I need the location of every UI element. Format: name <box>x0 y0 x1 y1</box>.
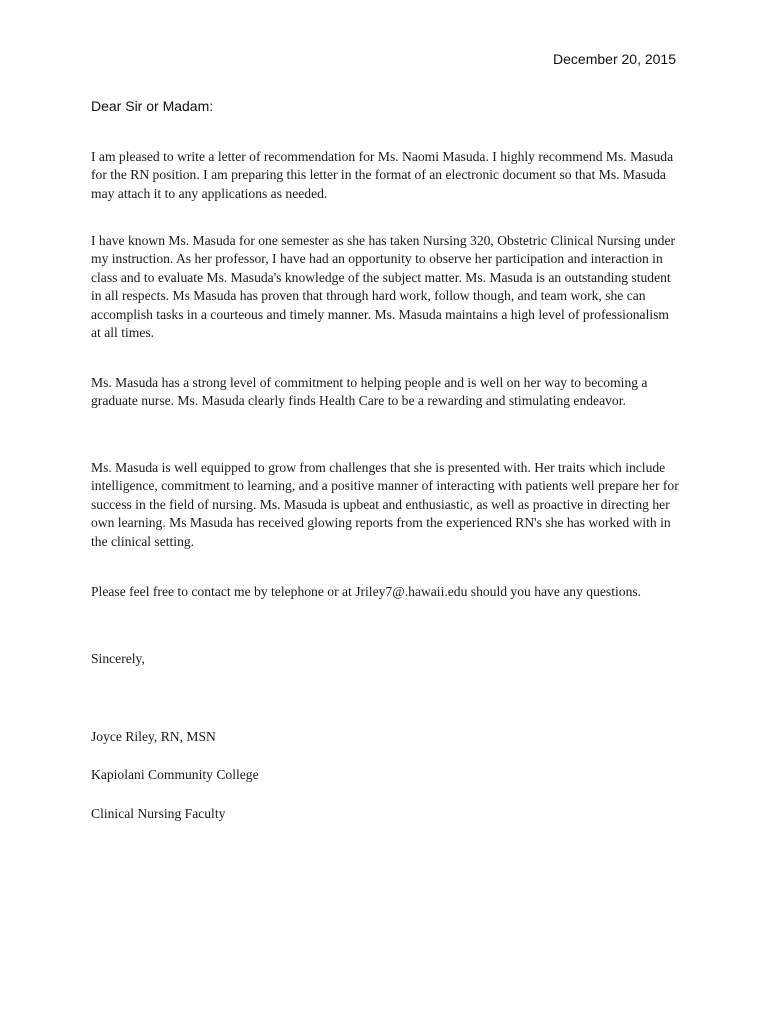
signature-title: Clinical Nursing Faculty <box>91 806 226 821</box>
signature-name: Joyce Riley, RN, MSN <box>91 729 216 744</box>
paragraph-traits: Ms. Masuda is well equipped to grow from challenges that she is presented with. Her traits which include intelligence, commitment to learning, and a positive manner of interacting with patients well prepare her for success in the field of nursing. Ms. Masuda is upbeat and enthusiastic, as well as proactive in directing her own learning. Ms Masuda has received glowing reports from the experienced RN's she has worked with in the clinical setting. <box>91 460 679 549</box>
letter-date: December 20, 2015 <box>553 51 676 67</box>
salutation: Dear Sir or Madam: <box>91 98 214 114</box>
paragraph-acquaintance: I have known Ms. Masuda for one semester as she has taken Nursing 320, Obstetric Clinical Nursing under my instruction. As her professor, I have had an opportunity to observe her participation and interaction in class and to evaluate Ms. Masuda's knowledge of the subject matter. Ms. Masuda is an outstanding student in all respects. Ms Masuda has proven that through hard work, follow though, and team work, she can accomplish tasks in a courteous and timely manner. Ms. Masuda maintains a high level of professionalism at all times. <box>91 233 676 341</box>
paragraph-introduction: I am pleased to write a letter of recommendation for Ms. Naomi Masuda. I highly recommend Ms. Masuda for the RN position. I am preparing this letter in the format of an electronic document so that Ms. Masuda may attach it to any applications as needed. <box>91 149 674 201</box>
paragraph-commitment: Ms. Masuda has a strong level of commitment to helping people and is well on her way to becoming a graduate nurse. Ms. Masuda clearly finds Health Care to be a rewarding and stimulating endeavor. <box>91 375 648 409</box>
paragraph-contact: Please feel free to contact me by telephone or at Jriley7@.hawaii.edu should you have any questions. <box>91 584 642 599</box>
signature-organization: Kapiolani Community College <box>91 767 259 782</box>
closing: Sincerely, <box>91 651 145 666</box>
